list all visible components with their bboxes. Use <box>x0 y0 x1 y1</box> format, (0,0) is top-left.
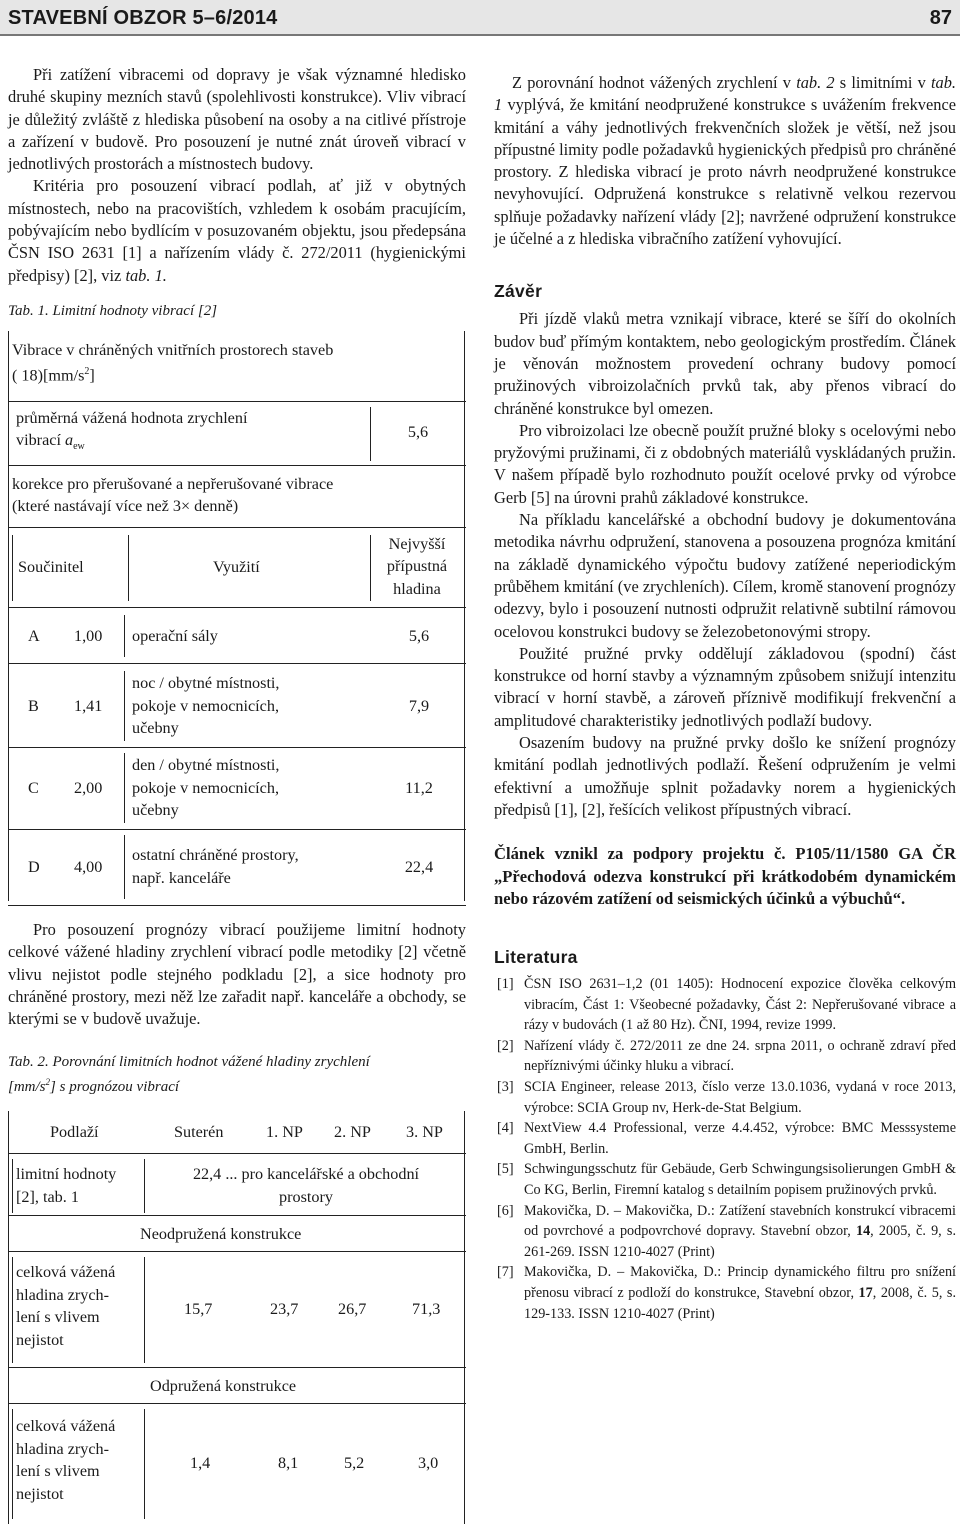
journal-title: STAVEBNÍ OBZOR 5–6/2014 <box>8 7 278 29</box>
avg-label-line <box>16 429 366 459</box>
t2-col-1np: 1. NP <box>266 1123 303 1142</box>
row-coefficient: 1,00 <box>74 626 103 645</box>
caption-sup: 2 <box>45 1077 51 1088</box>
table-header-unit <box>12 361 462 387</box>
t2-row-label-line: nejistot <box>16 1484 64 1503</box>
table-reference: tab. 1. <box>125 265 167 285</box>
reference-text: SCIA Engineer, release 2013, číslo verze 13.0.1036, vydaná v roce 2013, výrobce: SCIA Group nv, Herk-de-Stat Belgium. <box>524 1079 956 1116</box>
row-class: D <box>28 857 40 876</box>
t2-col-2np: 2. NP <box>334 1123 371 1142</box>
t2-col-basement: Suterén <box>174 1123 224 1142</box>
t2-col-floor: Podlaží <box>50 1123 99 1142</box>
reference-text: Makovička, D. – Makovička, D.: Princip dynamického filtru pro snížení přenosu vibrací z podloží do konstrukce, Stavební obzor, 17, 2008, č. 5, s. 129-133. ISSN 1210-4027 (Print) <box>524 1264 956 1322</box>
row-usage-line: učebny <box>132 719 179 738</box>
table-2-caption <box>8 1052 466 1097</box>
reference-item <box>494 1077 956 1118</box>
reference-text: Makovička, D. – Makovička, D.: Zatížení stavebních konstrukcí vibracemi od povrchové a podpovrchové dopravy. Stavební obzor, 14, 2005, č. 9, s. 261-269. ISSN 1210-4027 (Print) <box>524 1202 956 1260</box>
caption-unit: [mm/s <box>8 1079 46 1096</box>
t2-unsprung-3np: 71,3 <box>412 1300 441 1319</box>
avg-symbol: a <box>65 431 74 450</box>
row-max-level: 7,9 <box>408 696 430 715</box>
table-reference: tab. 1 <box>494 73 957 115</box>
unit-text: ( 18)[mm/s <box>12 366 85 385</box>
paragraph-text: Z porovnání hodnot vážených zrychlení v <box>512 73 797 92</box>
reference-item <box>494 1201 956 1263</box>
row-usage <box>132 754 367 822</box>
paragraph <box>8 175 466 286</box>
reference-text: Nařízení vlády č. 272/2011 ze dne 24. srpna 2011, o ochraně zdraví před nepříznivými účinky hluku a vibrací. <box>524 1037 956 1075</box>
reference-item <box>494 1159 956 1200</box>
row-coefficient: 1,41 <box>74 696 103 715</box>
paragraph: Osazením budovy na pružné prvky došlo ke snížení prognózy kmitání podlah jednotlivých podlaží. Řešení odpružením je velmi efektivní a umožňuje splnit požadavky norem a hygienických předpisů [1], [2], řešících velikost přípustných vibrací. <box>494 733 956 819</box>
caption-line: Tab. 2. Porovnání limitních hodnot vážené hladiny zrychlení <box>8 1054 370 1071</box>
t2-limit-line: limitní hodnoty <box>16 1165 117 1184</box>
row-usage <box>132 844 367 889</box>
row-class: A <box>28 626 40 645</box>
row-coefficient: 4,00 <box>74 857 103 876</box>
t2-row-label-line: celková vážená <box>16 1417 116 1436</box>
t2-limit-value-line: prostory <box>279 1187 333 1206</box>
avg-label-line: průměrná vážená hodnota zrychlení <box>16 408 248 427</box>
page-number: 87 <box>929 7 952 29</box>
row-usage-line: noc / obytné místnosti, <box>132 674 280 693</box>
row-usage-line: ostatní chráněné prostory, <box>132 846 299 865</box>
section-heading-conclusion: Závěr <box>494 281 543 302</box>
table-1 <box>8 331 466 901</box>
avg-subscript: ew <box>73 441 85 453</box>
reference-text: Schwingungsschutz für Gebäude, Gerb Schwingungsisolierungen GmbH & Co KG, Berlin, Firemní katalog s detailním popisem pružinových prvků. <box>524 1161 956 1199</box>
reference-item <box>494 1036 956 1077</box>
t2-limit-value-line: 22,4 ... pro kancelářské a obchodní <box>192 1165 420 1184</box>
row-usage <box>132 672 367 740</box>
left-column <box>8 64 466 1524</box>
t2-limit-value <box>148 1163 464 1208</box>
avg-label <box>16 407 366 459</box>
grant-acknowledgement: Článek vznikl za podpory projektu č. P105/11/1580 GA ČR „Přechodová odezva konstrukcí při krátkodobém dynamickém nebo rázovém zatížení od seismických účinků a výbuchů“. <box>494 844 956 908</box>
reference-number: [7] <box>497 1264 514 1281</box>
paragraph: Při jízdě vlaků metra vznikají vibrace, které se šíří do okolních budov buď přímým kontaktem, nebo geologickým prostředím. Článek je věnován možnostem provedení ochrany budovy pomocí pružinových vibroizolačních prvků tak, aby přenos vibrací do chráněné konstrukce byl omezen. <box>494 309 956 418</box>
row-coefficient: 2,00 <box>74 778 103 797</box>
section-heading-literature: Literatura <box>494 947 578 968</box>
paragraph: Použité pružné prvky oddělují základovou (spodní) část konstrukce od horní stavby a významným způsobem snižují intenzitu vibrací v horní stavbě, a zároveň příznivě modifikují frekvenční a amplitudové charakteristiky jednotlivých podlaží budovy. <box>494 643 956 730</box>
t2-limit-line: [2], tab. 1 <box>16 1187 79 1206</box>
paragraph: Při zatížení vibracemi od dopravy je však významné hledisko druhé skupiny mezních stavů (spolehlivosti konstrukce). Vliv vibrací je důležitý zvláště z hlediska působení na osoby a na citlivé přístroje a zařízení v budově. Pro posouzení je nutné znát úroveň vibrací v jednotlivých prostorách a místnostech budovy. <box>8 65 466 174</box>
paragraph: Pro vibroizolaci lze obecně použít pružné bloky s ocelovými nebo pryžovými pružinami, či z obdobných materiálů vyskládaných pružin. V našem případě bylo rozhodnuto použít ocelové prvky od výrobce Gerb [5] na úrovni prahů základové konstrukce. <box>494 420 956 507</box>
page-header <box>0 0 960 36</box>
row-max-level: 5,6 <box>408 626 430 645</box>
reference-number: [3] <box>497 1079 514 1096</box>
t2-sprung-basement: 1,4 <box>190 1454 211 1473</box>
row-usage-line: den / obytné místnosti, <box>132 756 280 775</box>
t2-row-label-line: lení s vlivem <box>16 1462 100 1481</box>
t2-row-label-line: celková vážená <box>16 1263 116 1282</box>
t2-unsprung-basement: 15,7 <box>184 1300 213 1319</box>
t2-sprung-2np: 5,2 <box>344 1454 365 1473</box>
reference-number: [1] <box>497 976 514 993</box>
avg-value: 5,6 <box>407 422 429 441</box>
col-max-line: hladina <box>393 579 441 598</box>
reference-list <box>494 974 956 1324</box>
col-max-line: přípustná <box>386 557 448 576</box>
t2-sprung-1np: 8,1 <box>278 1454 299 1473</box>
t2-row-label-line: hladina zrych- <box>16 1439 110 1458</box>
reference-item <box>494 1262 956 1324</box>
table-reference: tab. 2 <box>796 73 835 92</box>
t2-row-label-line: lení s vlivem <box>16 1308 100 1327</box>
unit-sup: 2 <box>84 366 90 378</box>
reference-number: [6] <box>497 1202 514 1219</box>
table-header-line: Vibrace v chráněných vnitřních prostorech staveb <box>12 340 334 359</box>
unit-end: ] <box>89 366 95 385</box>
t2-row-label-line: hladina zrych- <box>16 1285 110 1304</box>
row-max-level: 11,2 <box>405 778 433 797</box>
paragraph-text: s limitními v <box>834 73 931 92</box>
t2-unsprung-2np: 26,7 <box>338 1300 367 1319</box>
row-usage-line: operační sály <box>132 626 218 645</box>
reference-text: NextView 4.4 Professional, verze 4.4.452, výrobce: BMC Messsysteme GmbH, Berlin. <box>524 1120 956 1157</box>
table-2 <box>8 1111 466 1524</box>
reference-number: [4] <box>497 1120 514 1137</box>
row-class: B <box>28 696 39 715</box>
paragraph-text: vyplývá, že kmitání neodpružené konstrukce s uvážením frekvence kmitání a váhy jednotlivých frekvenčních složek je větší, než jsou přípustné limity podle požadavků hygienických předpisů pro chráněné prostory. Z hlediska vibrací je proto návrh neodpružené konstrukce nevyhovující. Odpružená konstrukce s relativně velkou rezervou splňuje požadavky nařízení vlády [2]; navržené odpružení konstrukce je účelné a z hlediska vibračního zatížení vyhovující. <box>494 95 956 249</box>
row-usage-line: učebny <box>132 801 179 820</box>
row-max-level: 22,4 <box>404 857 434 876</box>
col-usage: Využití <box>213 557 260 576</box>
t2-col-3np: 3. NP <box>406 1123 443 1142</box>
table-1-header <box>12 339 462 387</box>
reference-item <box>494 974 956 1036</box>
correction-line: (které nastávají více než 3× denně) <box>12 497 239 516</box>
t2-row-label-line: nejistot <box>16 1330 64 1349</box>
paragraph <box>494 72 956 250</box>
correction-line: korekce pro přerušované a nepřerušované vibrace <box>12 474 334 493</box>
col-max-level <box>372 533 462 601</box>
t2-limit-label <box>16 1163 116 1208</box>
paragraph: Pro posouzení prognózy vibrací použijeme limitní hodnoty celkové vážené hladiny zrychlení vibrací podle metodiky [2] včetně vlivu nejistot podle stejného podkladu [2], a sice hodnoty pro chráněné prostory, mezi něž lze zařadit např. kanceláře a obchody, se kterými se v budově uvažuje. <box>8 919 466 1029</box>
reference-number: [5] <box>497 1161 514 1178</box>
t2-section-sprung: Odpružená konstrukce <box>150 1377 297 1396</box>
t2-sprung-3np: 3,0 <box>418 1454 439 1473</box>
table-1-caption: Tab. 1. Limitní hodnoty vibrací [2] <box>8 302 218 319</box>
reference-text: ČSN ISO 2631–1,2 (01 1405): Hodnocení expozice člověka celkovým vibracím, Část 1: Všeobecné požadavky, Část 2: Nepřerušované vibrace a rázy v budovách (1 až 80 Hz). ČNI, 1994, revize 1999. <box>524 976 956 1034</box>
row-usage-line: pokoje v nemocnicích, <box>132 696 279 715</box>
avg-label-text: vibrací <box>16 431 65 450</box>
t2-section-unsprung: Neodpružená konstrukce <box>140 1225 302 1244</box>
right-column <box>494 72 956 1324</box>
paragraph: Na příkladu kancelářské a obchodní budovy je dokumentována metodika návrhu odpružení, stanovena a posouzena prognóza kmitání na základě dynamického výpočtu budovy zatížené neperiodickým průběhem kmitání (ve zrychleních). Cílem, kromě stanovení prognózy odezvy, bylo i posouzení nutnosti odpružit relativně subtilní rámovou ocelovou konstrukci budovy se železobetonovými stropy. <box>494 510 956 641</box>
t2-row-label <box>16 1415 115 1505</box>
t2-unsprung-1np: 23,7 <box>270 1300 299 1319</box>
row-usage-line: pokoje v nemocnicích, <box>132 778 279 797</box>
reference-item <box>494 1118 956 1159</box>
row-usage-line: např. kanceláře <box>132 868 231 887</box>
correction-label <box>12 473 462 518</box>
col-max-line: Nejvyšší <box>388 534 446 553</box>
col-coefficient: Součinitel <box>18 557 84 576</box>
t2-row-label <box>16 1261 115 1351</box>
caption-tail: ] s prognózou vibrací <box>50 1079 180 1096</box>
row-usage <box>132 625 367 648</box>
reference-number: [2] <box>497 1037 514 1054</box>
paragraph-text: Kritéria pro posouzení vibrací podlah, ať již v obytných místnostech, nebo na pracovištích, vzhledem k osobám pracujícím, pobývajícím nebo bydlícím v posuzovaném objektu, jsou předepsána ČSN ISO 2631 [1] a nařízením vlády č. 272/2011 (hygienickými předpisy) [2], viz <box>8 176 466 285</box>
row-class: C <box>28 778 39 797</box>
